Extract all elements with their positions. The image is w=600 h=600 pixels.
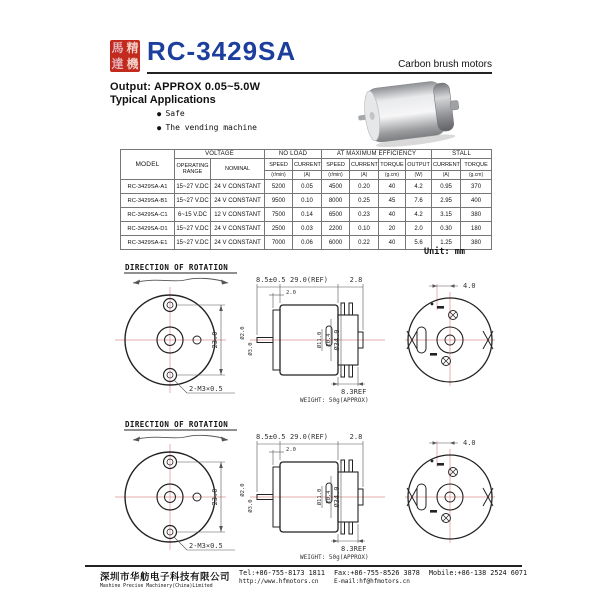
- cell-value: 2.0: [406, 222, 432, 236]
- cell-value: 0.23: [350, 208, 379, 222]
- unit-label: (A): [432, 171, 461, 180]
- group-header-voltage: VOLTAGE: [175, 150, 265, 159]
- side-view-drawing: [239, 276, 385, 396]
- rotation-arrow: [133, 278, 228, 284]
- weight-note: WEIGHT: 50g(APPROX): [300, 554, 369, 561]
- logo-char: 達: [111, 57, 124, 71]
- section-title: DIRECTION OF ROTATION: [125, 420, 229, 429]
- col-header-speed: SPEED: [265, 159, 293, 171]
- email-link[interactable]: E-mail:hf@hfmotors.cn: [333, 578, 410, 585]
- front-view-drawing: [115, 444, 235, 550]
- dimension-drawing-section-1: [85, 258, 525, 416]
- cell-value: 4.2: [406, 180, 432, 194]
- cell-nominal: 12 V CONSTANT: [211, 208, 265, 222]
- rear-view-drawing: [405, 439, 495, 543]
- dim-label-terminal-pitch: 4.0: [463, 282, 476, 290]
- cell-value: 9500: [265, 194, 293, 208]
- unit-label: (r/min): [265, 171, 293, 180]
- table-row: [121, 208, 492, 222]
- col-header-current: CURRENT: [432, 159, 461, 171]
- application-item: ● The vending machine: [157, 123, 257, 132]
- cell-value: 400: [461, 194, 492, 208]
- cell-value: 0.30: [432, 222, 461, 236]
- cell-value: 180: [461, 222, 492, 236]
- cell-nominal: 24 V CONSTANT: [211, 222, 265, 236]
- cell-model: RC-3429SA-D1: [121, 222, 175, 236]
- cell-model: RC-3429SA-A1: [121, 180, 175, 194]
- cell-value: 380: [461, 208, 492, 222]
- brand-seal-logo: [110, 40, 140, 72]
- cell-value: 0.05: [293, 180, 322, 194]
- dim-label-shaft-dia: Ø2.0: [240, 326, 246, 340]
- cell-nominal: 24 V CONSTANT: [211, 236, 265, 250]
- cell-value: 0.10: [293, 194, 322, 208]
- table-row: [121, 194, 492, 208]
- cell-value: 40: [379, 236, 406, 250]
- cell-value: 0.14: [293, 208, 322, 222]
- cell-value: 4.2: [406, 208, 432, 222]
- cell-value: 4500: [322, 180, 350, 194]
- col-header-output: OUTPUT: [406, 159, 432, 171]
- cell-value: 380: [461, 236, 492, 250]
- table-row: [121, 222, 492, 236]
- footer-contact-fax: [334, 569, 420, 589]
- tel-label: Tel:+86-755-8173 1811: [239, 569, 325, 577]
- dim-label-step: 20.4: [326, 333, 332, 347]
- output-spec-line: Output: APPROX 0.05~5.0W: [110, 81, 261, 93]
- dim-label-rear: 8.3REF: [341, 545, 367, 553]
- cell-value: 3.15: [432, 208, 461, 222]
- dim-label-terminal-length: 2.8: [349, 433, 363, 441]
- cell-nominal: 24 V CONSTANT: [211, 180, 265, 194]
- cell-value: 7000: [265, 236, 293, 250]
- cell-value: 40: [379, 180, 406, 194]
- logo-char: 馬: [111, 41, 124, 55]
- dim-label-terminal-pitch: 4.0: [463, 439, 476, 447]
- col-header-current: CURRENT: [350, 159, 379, 171]
- col-header-speed: SPEED: [322, 159, 350, 171]
- unit-label: (A): [293, 171, 322, 180]
- application-item: ● Safe: [157, 109, 257, 118]
- group-header-no-load: NO LOAD: [265, 150, 322, 159]
- cell-value: 2500: [265, 222, 293, 236]
- unit-label: (W): [406, 171, 432, 180]
- footer-company: [100, 569, 230, 589]
- applications-title: Typical Applications: [110, 94, 216, 106]
- cell-range: 15~27 V.DC: [175, 180, 211, 194]
- dim-label-terminal-length: 2.8: [349, 276, 363, 284]
- cell-model: RC-3429SA-C1: [121, 208, 175, 222]
- dim-label-shaft-boss-dia: Ø3.0: [248, 342, 254, 356]
- spec-table: [120, 149, 492, 250]
- cell-value: 6000: [322, 236, 350, 250]
- dim-label-shaft-boss-dia: Ø3.0: [248, 499, 254, 513]
- cell-model: RC-3429SA-B1: [121, 194, 175, 208]
- website-link[interactable]: http://www.hfmotors.cn: [239, 578, 319, 585]
- footer: [100, 569, 530, 589]
- dim-label-body-dia: Ø34.0: [333, 486, 341, 508]
- cell-value: 2200: [322, 222, 350, 236]
- unit-label: (r/min): [322, 171, 350, 180]
- dim-label-body-length: 29.0(REF): [290, 276, 328, 284]
- dim-label-pcd: 23.0: [211, 331, 219, 349]
- dim-label-mount-holes: 2-M3×0.5: [189, 542, 223, 550]
- cell-value: 1.25: [432, 236, 461, 250]
- cell-value: 5.6: [406, 236, 432, 250]
- applications-list: [157, 109, 257, 137]
- front-view-drawing: [115, 287, 235, 393]
- dim-label-step: 20.4: [326, 490, 332, 504]
- footer-contact-mobile: [429, 569, 527, 589]
- cell-value: 0.95: [432, 180, 461, 194]
- dim-label-mount-holes: 2-M3×0.5: [189, 385, 223, 393]
- dim-label-shaft-ext: 8.5±0.5: [256, 433, 286, 441]
- cell-range: 6~15 V.DC: [175, 208, 211, 222]
- cell-value: 7500: [265, 208, 293, 222]
- col-header-torque: TORQUE: [461, 159, 492, 171]
- cell-value: 0.03: [293, 222, 322, 236]
- dim-label-pcd: 23.0: [211, 488, 219, 506]
- cell-value: 6500: [322, 208, 350, 222]
- cell-range: 15~27 V.DC: [175, 222, 211, 236]
- cell-value: 0.20: [350, 180, 379, 194]
- dim-label-body-length: 29.0(REF): [290, 433, 328, 441]
- col-header-nominal: NOMINAL: [211, 159, 265, 180]
- col-header-model: MODEL: [121, 150, 175, 180]
- company-name-cn: 深圳市华舫电子科技有限公司: [100, 572, 231, 583]
- weight-note: WEIGHT: 50g(APPROX): [300, 397, 369, 404]
- cell-value: 0.10: [350, 222, 379, 236]
- cell-range: 15~27 V.DC: [175, 194, 211, 208]
- cell-nominal: 24 V CONSTANT: [211, 194, 265, 208]
- cell-value: 0.06: [293, 236, 322, 250]
- page-title: RC-3429SA: [147, 36, 297, 66]
- motor-body-graphic: [356, 78, 463, 147]
- table-row: [121, 180, 492, 194]
- section-title: DIRECTION OF ROTATION: [125, 263, 229, 272]
- dim-label-flange: 2.0: [286, 290, 296, 296]
- cell-value: 20: [379, 222, 406, 236]
- unit-label: (A): [350, 171, 379, 180]
- cell-value: 0.25: [350, 194, 379, 208]
- dim-label-shaft-dia: Ø2.0: [240, 483, 246, 497]
- dim-label-boss-dia: Ø11.0: [317, 331, 323, 349]
- group-header-stall: STALL: [432, 150, 492, 159]
- group-header-max-efficiency: AT MAXIMUM EFFICIENCY: [322, 150, 432, 159]
- cell-model: RC-3429SA-E1: [121, 236, 175, 250]
- category-label: Carbon brush motors: [398, 59, 492, 70]
- cell-value: 0.22: [350, 236, 379, 250]
- dim-label-flange: 2.0: [286, 447, 296, 453]
- dim-label-shaft-ext: 8.5±0.5: [256, 276, 286, 284]
- cell-value: 370: [461, 180, 492, 194]
- footer-contact-tel: [239, 569, 325, 589]
- rotation-arrow: [133, 435, 228, 441]
- cell-value: 5200: [265, 180, 293, 194]
- cell-value: 40: [379, 208, 406, 222]
- cell-value: 8000: [322, 194, 350, 208]
- side-view-drawing: [239, 433, 385, 553]
- col-header-torque: TORQUE: [379, 159, 406, 171]
- logo-char: 機: [126, 57, 139, 71]
- company-name-en: Mashine Precise Machinery(China)Limited: [100, 584, 213, 589]
- cell-value: 7.6: [406, 194, 432, 208]
- cell-value: 2.95: [432, 194, 461, 208]
- unit-label: (g.cm): [461, 171, 492, 180]
- motor-photo: [356, 77, 468, 147]
- mobile-label: Mobile:+86-138 2524 6071: [428, 569, 528, 577]
- dimension-drawing-section-2: [85, 415, 525, 573]
- cell-range: 15~27 V.DC: [175, 236, 211, 250]
- unit-label: (g.cm): [379, 171, 406, 180]
- dim-label-rear: 8.3REF: [341, 388, 367, 396]
- cell-value: 45: [379, 194, 406, 208]
- dim-label-boss-dia: Ø11.0: [317, 488, 323, 506]
- dim-label-body-dia: Ø34.0: [333, 329, 341, 351]
- rear-view-drawing: [405, 282, 495, 386]
- col-header-operating-range: OPERATING RANGE: [175, 159, 211, 180]
- unit-note: Unit: mm: [424, 247, 465, 257]
- logo-char: 精: [126, 41, 139, 55]
- col-header-current: CURRENT: [293, 159, 322, 171]
- header-divider: [147, 72, 492, 74]
- fax-label: Fax:+86-755-8526 3878: [333, 569, 420, 577]
- footer-divider: [85, 565, 522, 567]
